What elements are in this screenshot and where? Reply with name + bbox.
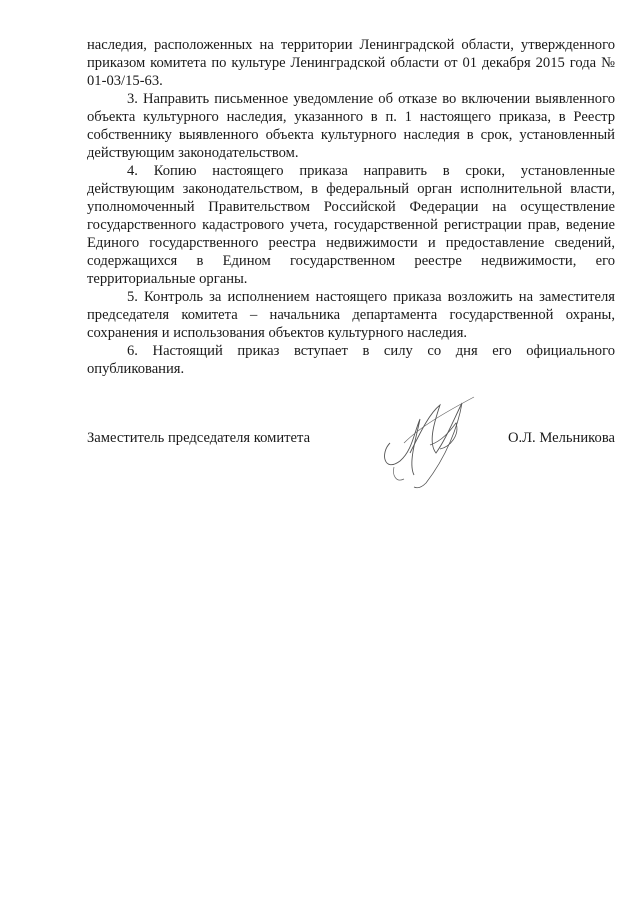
handwritten-signature [370, 383, 500, 493]
signatory-name: О.Л. Мельникова [507, 430, 615, 446]
signatory-title: Заместитель председателя комитета [87, 430, 311, 446]
paragraph-item-6: 6. Настоящий приказ вступает в силу со дня его официального опубликования. [87, 343, 615, 377]
paragraph-item-3: 3. Направить письменное уведомление об отказе во включении выявленного объекта культурного наследия, указанного в п. 1 настоящего приказа, в Реестр собственнику выявленного объекта культурного наследия в срок, установленный действующим законодательством. [87, 91, 615, 161]
document-body [87, 36, 615, 378]
paragraph-item-5: 5. Контроль за исполнением настоящего приказа возложить на заместителя председателя комитета – начальника департамента государственной охраны, сохранения и использования объектов культурного наследия. [87, 289, 615, 341]
paragraph-item-4: 4. Копию настоящего приказа направить в сроки, установленные действующим законодательством, в федеральный орган исполнительной власти, уполномоченный Правительством Российской Федерации на осуществление государственного кадастрового учета, государственной регистрации прав, ведение Единого государственного реестра недвижимости и предоставление сведений, содержащихся в Едином государственном реестре недвижимости, его территориальные органы. [87, 163, 615, 287]
paragraph-continuation: наследия, расположенных на территории Ленинградской области, утвержденного приказом комитета по культуре Ленинградской области от 01 декабря 2015 года № 01-03/15-63. [87, 37, 615, 89]
